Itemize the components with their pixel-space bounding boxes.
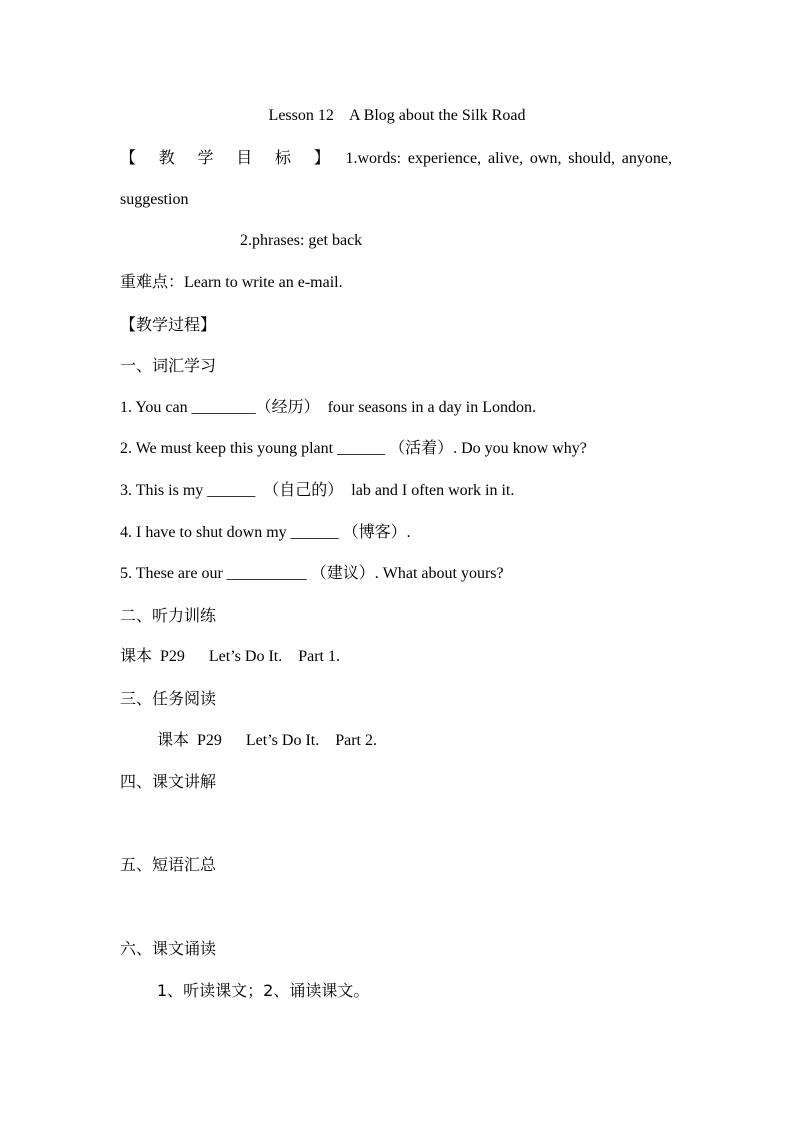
page-title: Lesson 12 A Blog about the Silk Road	[268, 107, 526, 124]
phrases-heading: 五、短语汇总	[120, 855, 217, 874]
process-heading: 【教学过程】	[120, 315, 217, 334]
reading-text: 课本 P29 Let’s Do It. Part 2.	[157, 732, 377, 749]
objectives-label: 【 教 学 目 标 】	[120, 148, 339, 167]
vocab-heading: 一、词汇学习	[120, 356, 217, 375]
objectives-words-continued: suggestion	[120, 191, 189, 208]
objectives-phrases: 2.phrases: get back	[240, 232, 363, 249]
recite-heading: 六、课文诵读	[120, 939, 217, 958]
explain-heading: 四、课文讲解	[120, 772, 217, 791]
objectives-words-line	[120, 148, 672, 169]
vocab-item-1: 1. You can ________（经历） four seasons in a day in London.	[120, 399, 536, 416]
listening-text: 课本 P29 Let’s Do It. Part 1.	[120, 648, 340, 665]
objectives-words: 1.words: experience, alive, own, should, anyone,	[345, 150, 673, 167]
listening-heading: 二、听力训练	[120, 606, 217, 625]
vocab-item-3: 3. This is my ______ （自己的） lab and I often work in it.	[120, 482, 515, 499]
reading-heading: 三、任务阅读	[120, 689, 217, 708]
vocab-item-2: 2. We must keep this young plant ______ （活着）. Do you know why?	[120, 440, 587, 457]
key-points: 重难点：Learn to write an e-mail.	[120, 274, 343, 291]
vocab-item-4: 4. I have to shut down my ______ （博客）.	[120, 524, 411, 541]
recite-text: 1、听读课文；2、诵读课文。	[157, 981, 370, 1000]
vocab-item-5: 5. These are our __________ （建议）. What about yours?	[120, 565, 504, 582]
